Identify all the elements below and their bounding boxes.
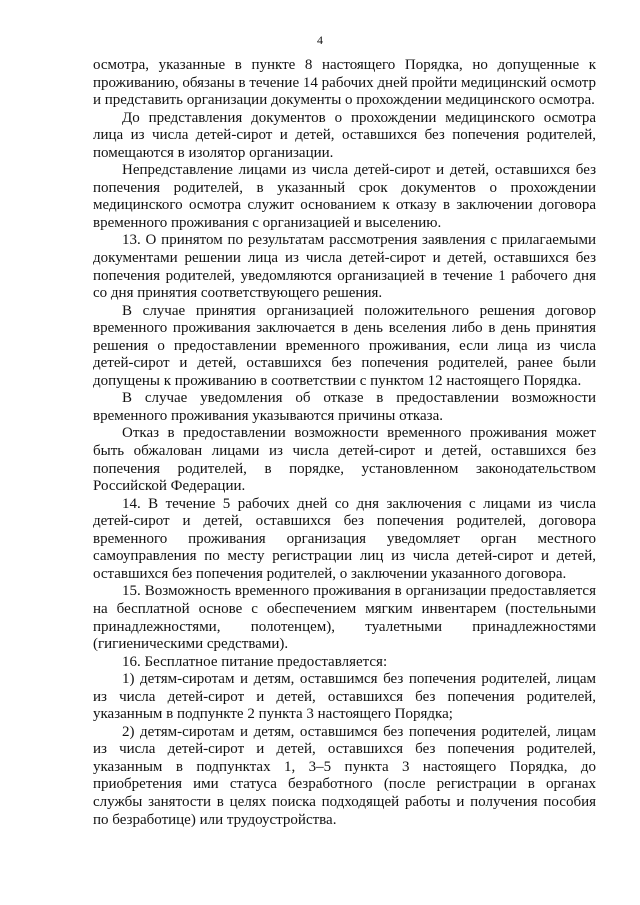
paragraph: Непредставление лицами из числа детей-сирот и детей, оставшихся без попечения родителей, в указанный срок документов о прохождении медицинского осмотра служит основанием к отказу в заключении договора временного проживания с организацией и выселению.	[93, 162, 596, 231]
paragraph: 1) детям-сиротам и детям, оставшимся без попечения родителей, лицам из числа детей-сирот и детей, оставшихся без попечения родителей, указанным в подпункте 2 пункта 3 настоящего Порядка;	[93, 671, 596, 723]
paragraph: 15. Возможность временного проживания в организации предоставляется на бесплатной основе с обеспечением мягким инвентарем (постельными принадлежностями, полотенцем), туалетными принадлежностями (гигиеническими средствами).	[93, 583, 596, 653]
paragraph: Отказ в предоставлении возможности временного проживания может быть обжалован лицами из числа детей-сирот и детей, оставшихся без попечения родителей, в порядке, установленном законодательством Российской Федерации.	[93, 425, 596, 495]
paragraph: 14. В течение 5 рабочих дней со дня заключения с лицами из числа детей-сирот и детей, оставшихся без попечения родителей, договора временного проживания организация уведомляет орган местного самоуправления по месту регистрации лиц из числа детей-сирот и детей, оставшихся без попечения родителей, о заключении указанного договора.	[93, 495, 596, 582]
paragraph: До представления документов о прохождении медицинского осмотра лица из числа детей-сирот и детей, оставшихся без попечения родителей, помещаются в изолятор организации.	[93, 109, 596, 161]
paragraph: 2) детям-сиротам и детям, оставшимся без попечения родителей, лицам из числа детей-сирот и детей, оставшихся без попечения родителей, указанным в подпунктах 1, 3–5 пункта 3 настоящего Порядка, до приобретения ими статуса безработного (после регистрации в органах службы занятости в целях поиска подходящей работы и получения пособия по безработице) или трудоустройства.	[93, 723, 596, 828]
paragraph: В случае уведомления об отказе в предоставлении возможности временного проживания указываются причины отказа.	[93, 390, 596, 424]
paragraph: 16. Бесплатное питание предоставляется:	[122, 653, 388, 670]
document-body	[93, 57, 596, 829]
paragraph: 13. О принятом по результатам рассмотрения заявления с прилагаемыми документами решении лица из числа детей-сирот и детей, оставшихся без попечения родителей, уведомляются организацией в течение 1 рабочего дня со дня принятия соответствующего решения.	[93, 232, 596, 302]
paragraph: осмотра, указанные в пункте 8 настоящего Порядка, но допущенные к проживанию, обязаны в течение 14 рабочих дней пройти медицинский осмотр и представить организации документы о прохождении медицинского осмотра.	[93, 57, 596, 109]
paragraph: В случае принятия организацией положительного решения договор временного проживания заключается в день вселения либо в день принятия решения о предоставлении временного проживания, если лица из числа детей-сирот и детей, оставшихся без попечения родителей, ранее были допущены к проживанию в соответствии с пунктом 12 настоящего Порядка.	[93, 302, 596, 389]
page-number: 4	[317, 33, 323, 47]
